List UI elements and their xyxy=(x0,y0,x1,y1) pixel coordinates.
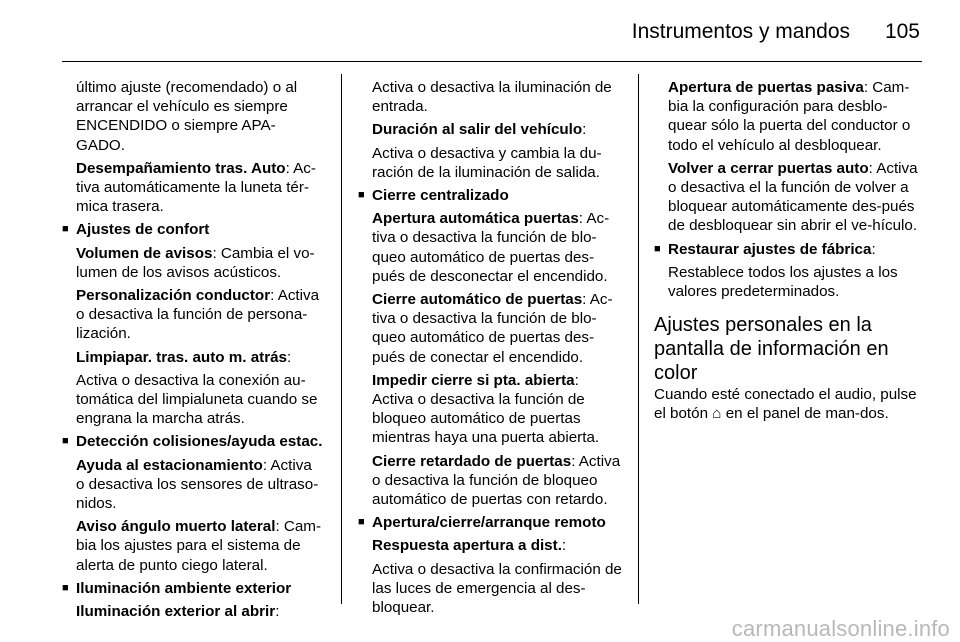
bullet-label: Ajustes de confort xyxy=(76,221,210,239)
bullet-item xyxy=(62,432,324,451)
paragraph-text: en el panel de man-dos. xyxy=(725,405,889,423)
paragraph xyxy=(654,385,924,423)
setting-description: Activa o desactiva la conexión au-tomática del limpialuneta cuando se engrana la marcha atrás. xyxy=(76,371,318,428)
bullet-square-icon: ■ xyxy=(62,223,69,236)
setting-description: Activa o desactiva la confirmación de las luces de emergencia al des-bloquear. xyxy=(372,560,622,617)
setting-item xyxy=(358,209,622,286)
setting-title: Duración al salir del vehículo xyxy=(372,121,583,139)
setting-title: Limpiapar. tras. auto m. atrás xyxy=(76,348,288,366)
bullet-item xyxy=(62,220,324,239)
setting-description: : Cambia el vo-lumen de los avisos acústicos. xyxy=(76,244,315,281)
bullet-square-icon: ■ xyxy=(358,516,365,529)
setting-item xyxy=(62,602,324,621)
setting-item xyxy=(654,78,924,155)
setting-item xyxy=(62,286,324,344)
setting-title: Volumen de avisos xyxy=(76,244,213,262)
setting-description: : Activa o desactiva los sensores de ultraso-nidos. xyxy=(76,456,319,513)
setting-item xyxy=(62,517,324,575)
setting-colon: : xyxy=(582,121,587,139)
setting-description: : Ac-tiva o desactiva la función de blo-queo automático de puertas des-pués de desconectar el encendido. xyxy=(372,210,610,285)
setting-title: Ayuda al estacionamiento xyxy=(76,456,263,474)
column-divider-1 xyxy=(341,74,342,604)
bullet-label: Apertura/cierre/arranque remoto xyxy=(372,514,606,532)
paragraph: Activa o desactiva la iluminación de entrada. xyxy=(372,79,612,116)
watermark: carmanualsonline.info xyxy=(731,616,950,641)
bullet-square-icon: ■ xyxy=(654,242,661,255)
setting-description: : Activa o desactiva la función de bloqueo automático de puertas con retardo. xyxy=(372,452,621,509)
setting-colon: : xyxy=(287,348,292,366)
setting-item xyxy=(358,452,622,510)
setting-title: Volver a cerrar puertas auto xyxy=(668,159,869,177)
setting-description: : Cam-bia los ajustes para el sistema de alerta de punto ciego lateral. xyxy=(76,518,322,574)
setting-title: Cierre automático de puertas xyxy=(372,291,583,309)
bullet-square-icon: ■ xyxy=(358,189,365,202)
bullet-square-icon: ■ xyxy=(62,435,69,448)
bullet-square-icon: ■ xyxy=(62,581,69,594)
setting-item xyxy=(654,159,924,236)
bullet-label: Detección colisiones/ayuda estac. xyxy=(76,433,323,451)
setting-item xyxy=(62,456,324,514)
text-column-3 xyxy=(654,78,924,424)
setting-title: Desempañamiento tras. Auto xyxy=(76,159,286,177)
bullet-label: Restaurar ajustes de fábrica xyxy=(668,240,872,258)
setting-item xyxy=(358,290,622,367)
paragraph-text: Cuando esté conectado el audio, pulse el botón xyxy=(654,386,917,423)
setting-description: : Ac-tiva automáticamente la luneta tér-mica trasera. xyxy=(76,159,316,216)
bullet-label: Cierre centralizado xyxy=(372,187,509,205)
text-column-2 xyxy=(358,78,622,621)
setting-title: Respuesta apertura a dist. xyxy=(372,537,562,555)
bullet-item xyxy=(358,513,622,532)
setting-item xyxy=(358,120,622,139)
setting-description: : Activa o desactiva el la función de volver a bloquear automáticamente des-pués de desbloquear sin abrir el ve-hículo. xyxy=(668,159,918,235)
setting-item xyxy=(358,536,622,555)
setting-description: Activa o desactiva y cambia la du-ración de la iluminación de salida. xyxy=(372,144,602,181)
home-icon: ⌂ xyxy=(712,405,722,423)
setting-title: Aviso ángulo muerto lateral xyxy=(76,518,276,536)
setting-title: Personalización conductor xyxy=(76,287,271,305)
setting-item xyxy=(62,159,324,217)
setting-description: : Activa o desactiva la función de persona-lización. xyxy=(76,287,320,343)
setting-item xyxy=(62,348,324,367)
setting-item xyxy=(62,244,324,282)
setting-description: : Cam-bia la configuración para desblo-quear sólo la puerta del conductor o todo el vehículo al desbloquear. xyxy=(668,79,911,154)
text-column-1 xyxy=(62,78,324,625)
setting-title: Impedir cierre si pta. abierta xyxy=(372,371,575,389)
setting-colon: : xyxy=(871,240,876,258)
setting-title: Apertura automática puertas xyxy=(372,210,579,228)
setting-colon: : xyxy=(561,537,567,555)
setting-description: Restablece todos los ajustes a los valores predeterminados. xyxy=(668,263,898,301)
setting-colon: : xyxy=(275,603,280,621)
column-divider-2 xyxy=(638,74,639,604)
section-heading: Ajustes personales en la pantalla de información en color xyxy=(654,314,889,385)
bullet-item xyxy=(62,579,324,598)
header-divider xyxy=(62,61,922,62)
setting-title: Apertura de puertas pasiva xyxy=(668,79,864,96)
setting-description: : Ac-tiva o desactiva la función de blo-queo automático de puertas des-pués de conectar el encendido. xyxy=(372,291,613,366)
bullet-label: Iluminación ambiente exterior xyxy=(76,579,292,597)
bullet-item xyxy=(654,240,924,259)
page-number: 105 xyxy=(884,20,920,43)
setting-item xyxy=(358,371,622,448)
setting-description: : Activa o desactiva la función de bloqueo automático de puertas mientras haya una puerta abierta. xyxy=(372,371,600,447)
paragraph: último ajuste (recomendado) o al arrancar el vehículo es siempre ENCENDIDO o siempre APA-GADO. xyxy=(76,79,298,154)
setting-title: Iluminación exterior al abrir xyxy=(76,603,276,621)
page-header-title: Instrumentos y mandos xyxy=(631,20,850,43)
setting-title: Cierre retardado de puertas xyxy=(372,452,572,470)
bullet-item xyxy=(358,186,622,205)
